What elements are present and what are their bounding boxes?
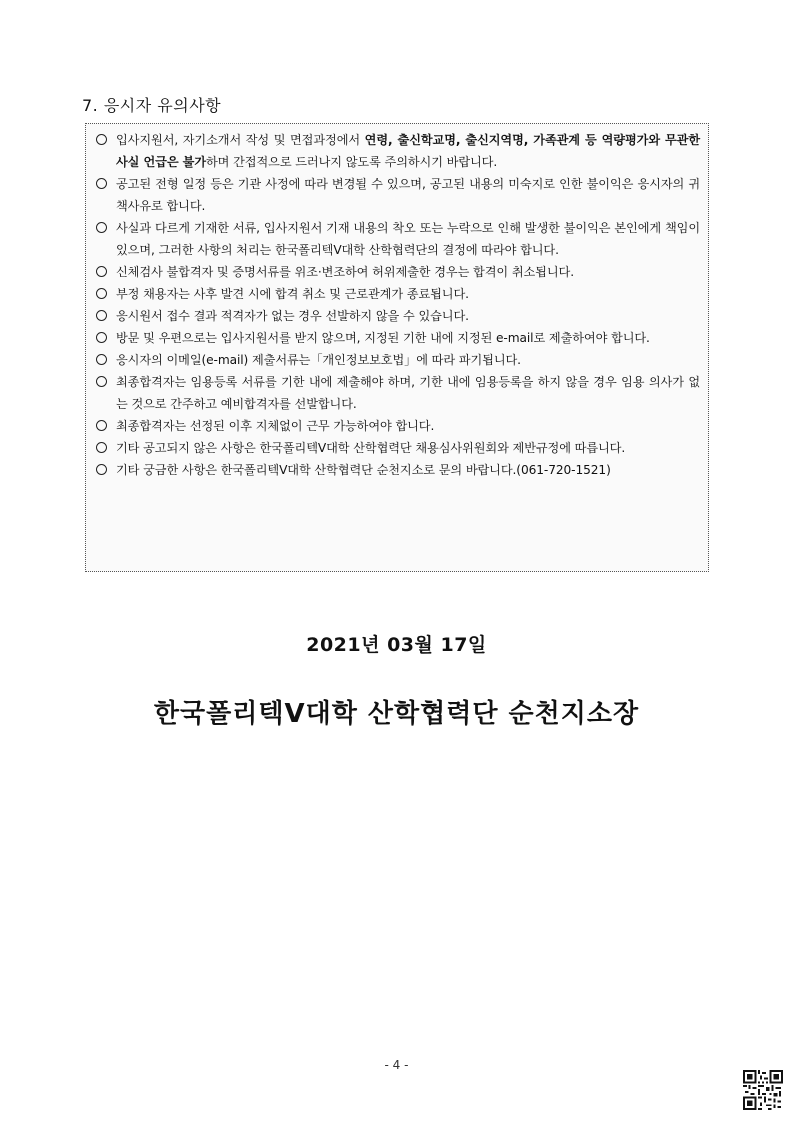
circle-bullet-icon <box>96 288 107 299</box>
circle-bullet-icon <box>96 222 107 233</box>
circle-bullet-icon <box>96 332 107 343</box>
notice-text: 응시원서 접수 결과 적격자가 없는 경우 선발하지 않을 수 있습니다. <box>116 309 469 323</box>
notice-text: 최종합격자는 임용등록 서류를 기한 내에 제출해야 하며, 기한 내에 임용등록을 하지 않을 경우 임용 의사가 없는 것으로 간주하고 예비합격자를 선발합니다. <box>116 375 700 411</box>
notice-text: 신체검사 불합격자 및 증명서류를 위조·변조하여 허위제출한 경우는 합격이 취소됩니다. <box>116 265 574 279</box>
section-heading: 7. 응시자 유의사항 <box>82 96 222 115</box>
circle-bullet-icon <box>96 134 107 145</box>
page-number: - 4 - <box>384 1058 409 1072</box>
notice-item <box>94 349 700 371</box>
organization-signature: 한국폴리텍V대학 산학협력단 순천지소장 <box>153 699 640 729</box>
notice-item <box>94 459 700 481</box>
notice-item <box>94 371 700 415</box>
notice-item <box>94 437 700 459</box>
circle-bullet-icon <box>96 354 107 365</box>
circle-bullet-icon <box>96 442 107 453</box>
notice-item <box>94 327 700 349</box>
circle-bullet-icon <box>96 310 107 321</box>
circle-bullet-icon <box>96 376 107 387</box>
notice-text: 하며 간접적으로 드러나지 않도록 주의하시기 바랍니다. <box>206 155 498 169</box>
notice-item <box>94 217 700 261</box>
notice-item <box>94 305 700 327</box>
notice-text: 기타 궁금한 사항은 한국폴리텍V대학 산학협력단 순천지소로 문의 바랍니다.(061-720-1521) <box>116 463 611 477</box>
notice-text: 공고된 전형 일정 등은 기관 사정에 따라 변경될 수 있으며, 공고된 내용의 미숙지로 인한 불이익은 응시자의 귀책사유로 합니다. <box>116 177 700 213</box>
qr-code-icon <box>743 1070 783 1110</box>
notice-box <box>85 123 709 572</box>
notice-text: 방문 및 우편으로는 입사지원서를 받지 않으며, 지정된 기한 내에 지정된 e-mail로 제출하여야 합니다. <box>116 331 650 345</box>
notice-item <box>94 261 700 283</box>
notice-text-emphasis: 연령, 출신학교명, 출신지역명, 가족관계 등 역량평가와 무관한 사실 언급은 불가 <box>116 133 700 169</box>
circle-bullet-icon <box>96 178 107 189</box>
notice-item <box>94 129 700 173</box>
circle-bullet-icon <box>96 266 107 277</box>
notice-text: 최종합격자는 선정된 이후 지체없이 근무 가능하여야 합니다. <box>116 419 435 433</box>
notice-text: 입사지원서, 자기소개서 작성 및 면접과정에서 <box>116 133 365 147</box>
notice-text: 기타 공고되지 않은 사항은 한국폴리텍V대학 산학협력단 채용심사위원회와 제반규정에 따릅니다. <box>116 441 626 455</box>
circle-bullet-icon <box>96 420 107 431</box>
notice-text: 응시자의 이메일(e-mail) 제출서류는「개인정보보호법」에 따라 파기됩니다. <box>116 353 521 367</box>
notice-item <box>94 173 700 217</box>
circle-bullet-icon <box>96 464 107 475</box>
notice-item <box>94 283 700 305</box>
announcement-date: 2021년 03월 17일 <box>306 634 487 656</box>
notice-item <box>94 415 700 437</box>
notice-text: 사실과 다르게 기재한 서류, 입사지원서 기재 내용의 착오 또는 누락으로 인해 발생한 불이익은 본인에게 책임이 있으며, 그러한 사항의 처리는 한국폴리텍V대학 산학협력단의 결정에 따라야 합니다. <box>116 221 700 257</box>
notice-text: 부정 채용자는 사후 발견 시에 합격 취소 및 근로관계가 종료됩니다. <box>116 287 469 301</box>
